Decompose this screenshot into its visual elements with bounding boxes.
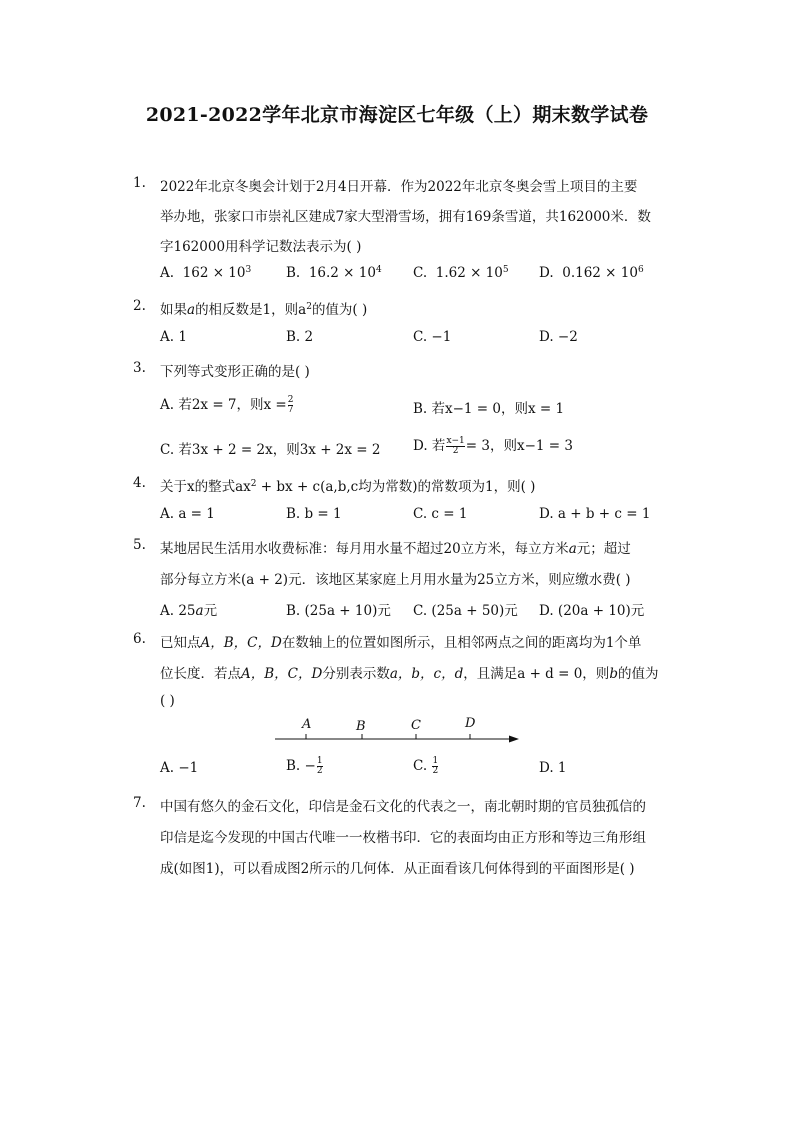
option-c[interactable]: C. c = 1 — [413, 506, 468, 522]
option-c[interactable]: C. $\frac{1}{2}$ — [413, 756, 439, 776]
option-d[interactable]: D. $0.162 \times 10^6$ — [539, 265, 644, 281]
question-text: 部分每立方米(a + 2)元．该地区某家庭上月用水量为25立方米，则应缴水费( ) — [160, 572, 631, 588]
option-d[interactable]: D. a + b + c = 1 — [539, 506, 651, 522]
point-label-d: D — [465, 716, 476, 731]
option-a[interactable]: A. 1 — [160, 329, 187, 345]
option-d[interactable]: D. −2 — [539, 329, 578, 345]
question-text: 下列等式变形正确的是( ) — [160, 364, 310, 380]
question-text: 已知点A，B，C，D在数轴上的位置如图所示，且相邻两点之间的距离均为1个单 — [160, 635, 642, 651]
question-text: 如果a的相反数是1，则$a^2$的值为( ) — [160, 302, 368, 318]
question-text: 中国有悠久的金石文化，印信是金石文化的代表之一，南北朝时期的官员独孤信的 — [160, 799, 646, 815]
question-text: ( ) — [160, 693, 175, 709]
option-b[interactable]: B. b = 1 — [286, 506, 342, 522]
option-b[interactable]: B. 若x−1 = 0，则x = 1 — [413, 401, 565, 417]
option-a[interactable]: A. 25a元 — [160, 603, 218, 619]
option-c[interactable]: C. −1 — [413, 329, 452, 345]
question-number: 3. — [133, 360, 146, 376]
question-number: 6. — [133, 631, 146, 647]
question-text: 举办地，张家口市崇礼区建成7家大型滑雪场，拥有169条雪道，共162000米．数 — [160, 209, 651, 225]
option-c[interactable]: C. (25a + 50)元 — [413, 603, 518, 619]
option-d[interactable]: D. 1 — [539, 760, 567, 776]
option-a[interactable]: A. a = 1 — [160, 506, 215, 522]
question-text: 2022年北京冬奥会计划于2月4日开幕．作为2022年北京冬奥会雪上项目的主要 — [160, 179, 638, 195]
question-number: 1. — [133, 175, 146, 191]
option-a[interactable]: A. −1 — [160, 760, 199, 776]
option-a[interactable]: A. $162 \times 10^3$ — [160, 265, 252, 281]
option-b[interactable]: B. − $\frac{1}{2}$ — [286, 756, 323, 776]
page-title: 2021-2022学年北京市海淀区七年级（上）期末数学试卷 — [145, 104, 649, 126]
question-text: 位长度．若点A，B，C，D分别表示数a，b，c，d，且满足a + d = 0，则b的值为 — [160, 666, 659, 682]
point-label-b: B — [356, 719, 366, 734]
option-b[interactable]: B. $16.2 \times 10^4$ — [286, 265, 382, 281]
point-label-c: C — [411, 718, 421, 733]
question-text: 成(如图1)，可以看成图2所示的几何体．从正面看该几何体得到的平面图形是( ) — [160, 861, 635, 877]
option-d[interactable]: D. 若 $\frac{x-1}{2}$ = 3，则x−1 = 3 — [413, 436, 573, 456]
question-text: 字162000用科学记数法表示为( ) — [160, 239, 362, 255]
point-label-a: A — [302, 717, 312, 732]
question-number: 5. — [133, 537, 146, 553]
option-b[interactable]: B. (25a + 10)元 — [286, 603, 391, 619]
option-c[interactable]: C. 若3x + 2 = 2x，则3x + 2x = 2 — [160, 442, 381, 458]
question-text: 某地居民生活用水收费标准：每月用水量不超过20立方米，每立方米a元；超过 — [160, 541, 631, 557]
question-text: 关于x的整式$ax^2$ + bx + c(a,b,c均为常数)的常数项为1，则( ) — [160, 479, 536, 495]
question-number: 2. — [133, 298, 146, 314]
question-number: 7. — [133, 795, 146, 811]
option-d[interactable]: D. (20a + 10)元 — [539, 603, 645, 619]
option-b[interactable]: B. 2 — [286, 329, 314, 345]
option-c[interactable]: C. $1.62 \times 10^5$ — [413, 265, 509, 281]
question-text: 印信是迄今发现的中国古代唯一一枚楷书印．它的表面均由正方形和等边三角形组 — [160, 830, 646, 846]
question-number: 4. — [133, 475, 146, 491]
option-a[interactable]: A. 若2x = 7，则x = $\frac{2}{7}$ — [160, 395, 294, 415]
